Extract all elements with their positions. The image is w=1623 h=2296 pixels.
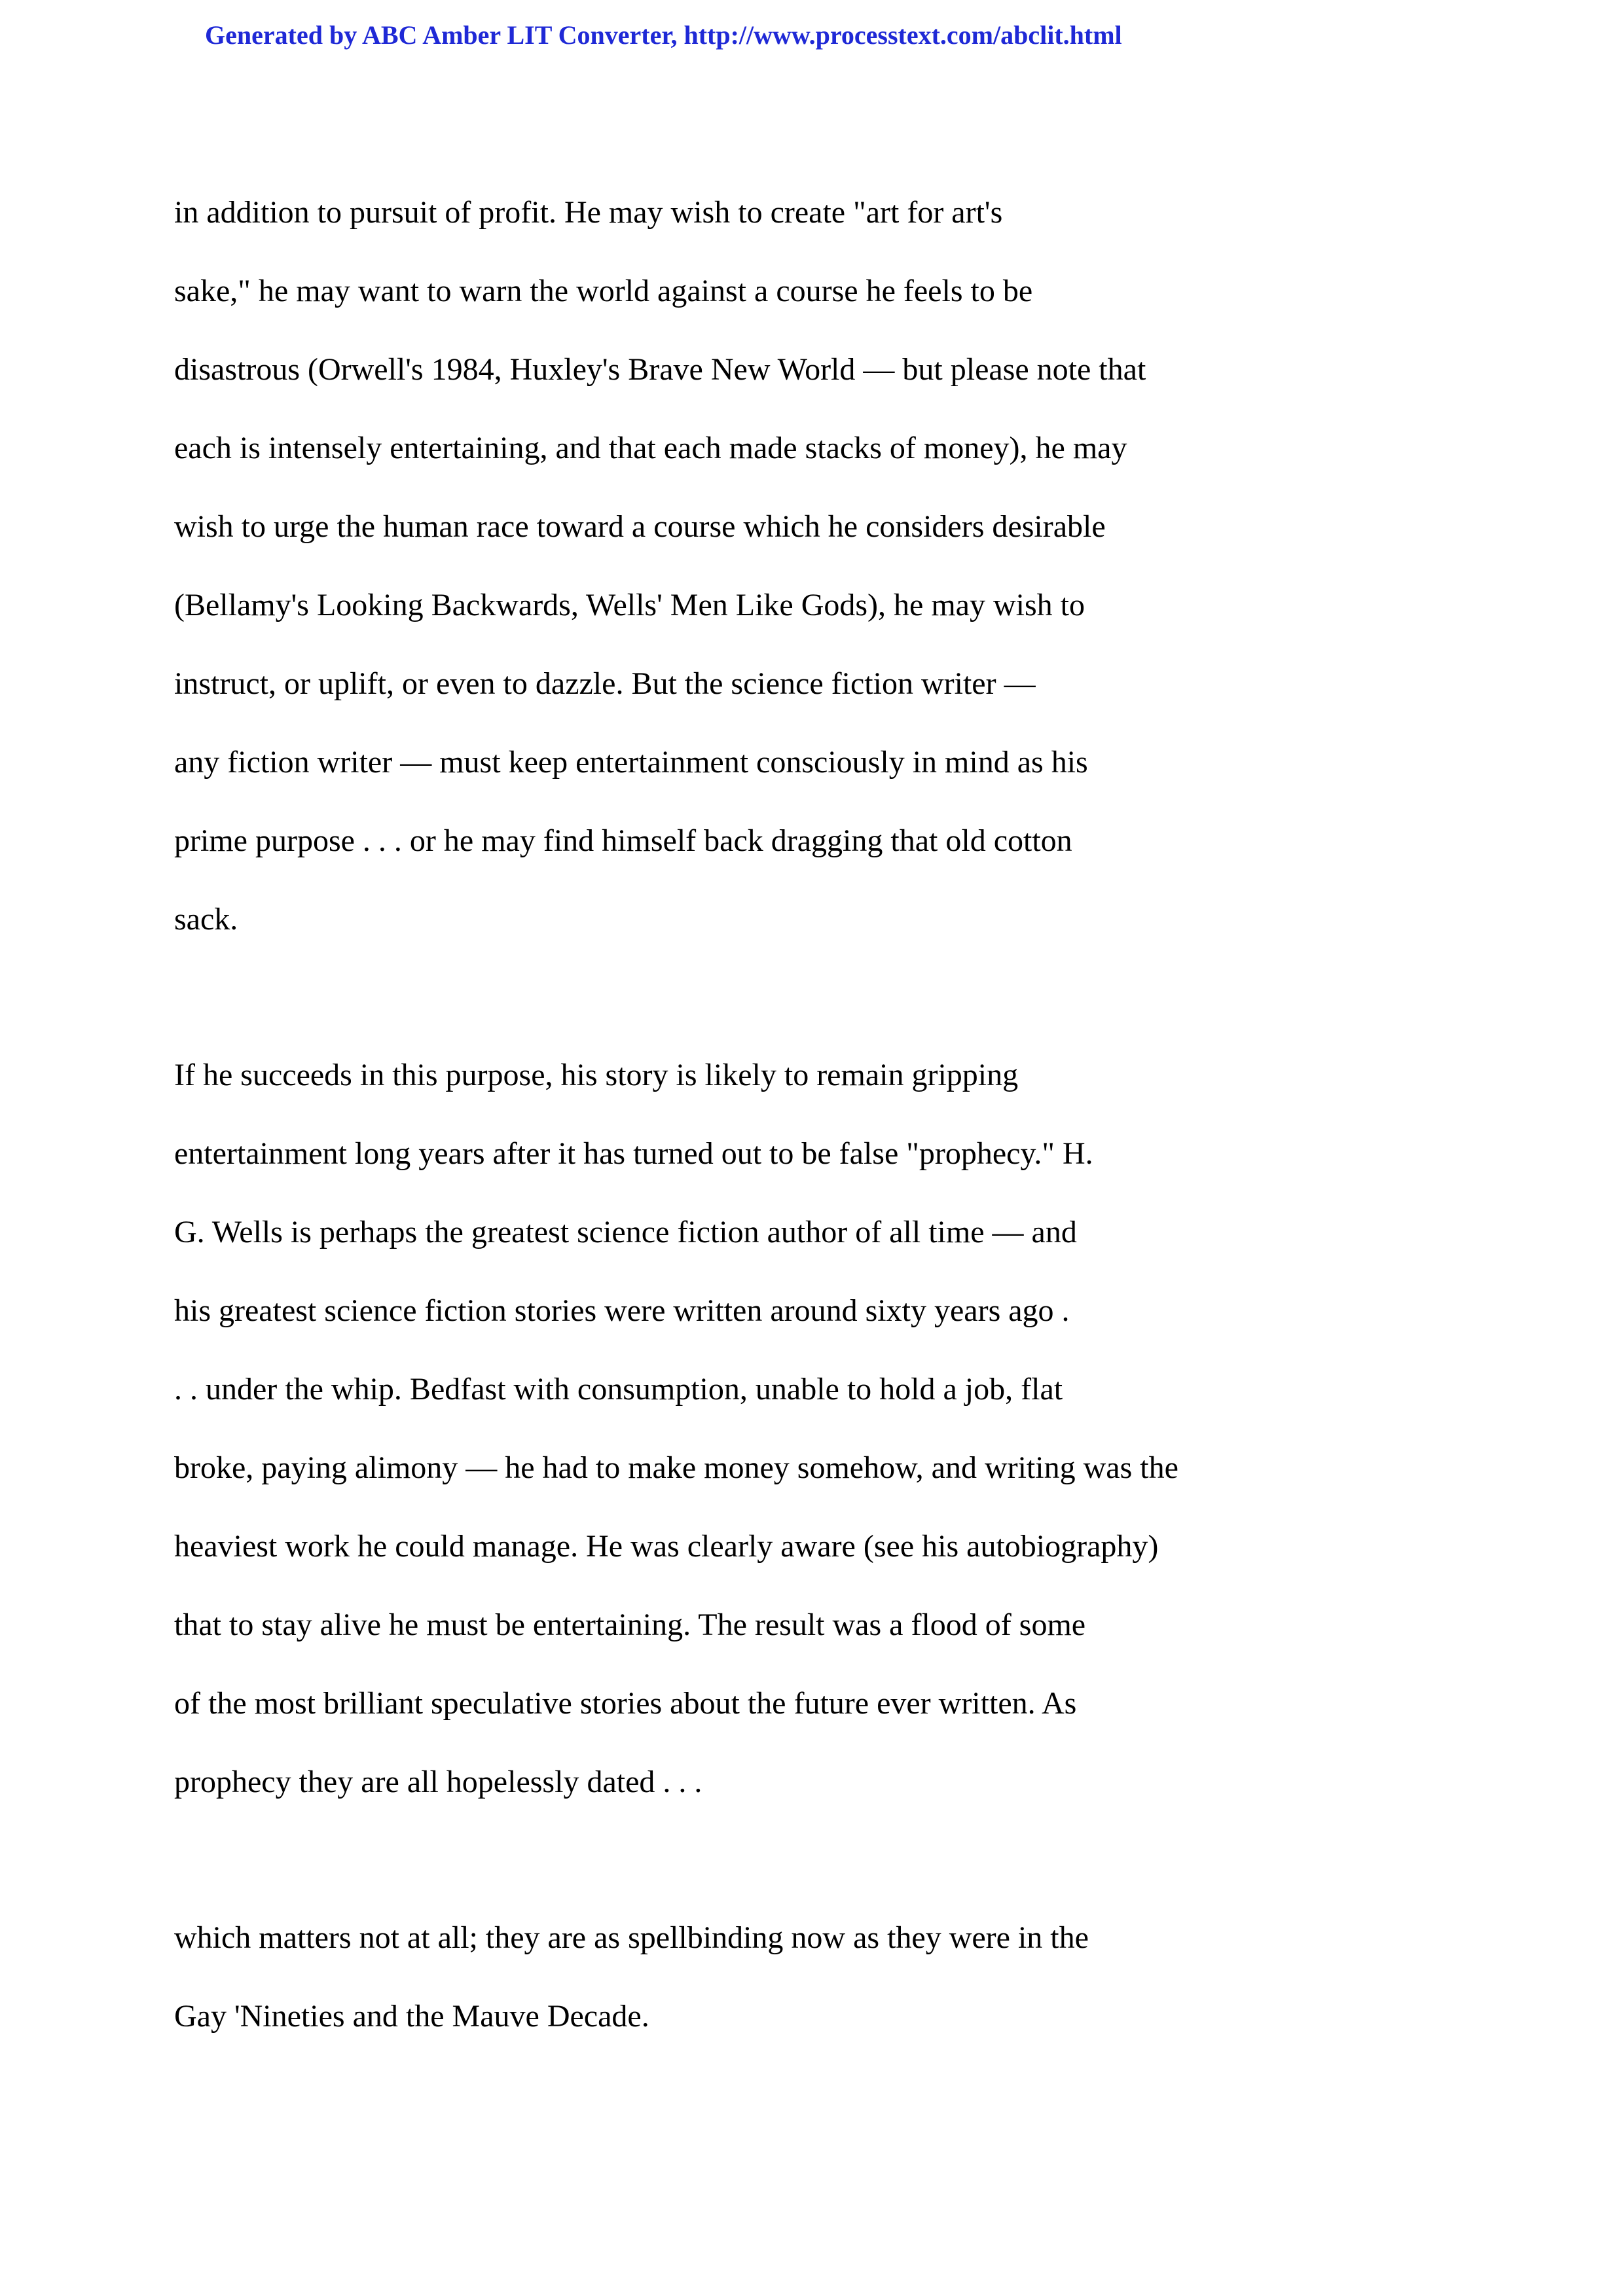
text-line: wish to urge the human race toward a course which he considers desirable bbox=[174, 509, 1106, 544]
text-line: that to stay alive he must be entertaining. The result was a flood of some bbox=[174, 1607, 1086, 1642]
text-line: instruct, or uplift, or even to dazzle. But the science fiction writer — bbox=[174, 666, 1036, 701]
text-line: . . under the whip. Bedfast with consumption, unable to hold a job, flat bbox=[174, 1372, 1063, 1407]
text-line: prime purpose . . . or he may find himself back dragging that old cotton bbox=[174, 823, 1072, 858]
text-line: sake," he may want to warn the world against a course he feels to be bbox=[174, 274, 1033, 308]
text-line: entertainment long years after it has turned out to be false "prophecy." H. bbox=[174, 1136, 1093, 1171]
text-line: each is intensely entertaining, and that each made stacks of money), he may bbox=[174, 431, 1127, 465]
text-line: G. Wells is perhaps the greatest science fiction author of all time — and bbox=[174, 1215, 1077, 1249]
text-line: heaviest work he could manage. He was clearly aware (see his autobiography) bbox=[174, 1529, 1159, 1564]
text-line: (Bellamy's Looking Backwards, Wells' Men Like Gods), he may wish to bbox=[174, 588, 1085, 622]
text-line: Gay 'Nineties and the Mauve Decade. bbox=[174, 1999, 649, 2034]
text-line: broke, paying alimony — he had to make money somehow, and writing was the bbox=[174, 1450, 1178, 1485]
text-line: which matters not at all; they are as spellbinding now as they were in the bbox=[174, 1920, 1089, 1955]
text-line: prophecy they are all hopelessly dated . . . bbox=[174, 1765, 702, 1799]
text-line: If he succeeds in this purpose, his story is likely to remain gripping bbox=[174, 1058, 1019, 1092]
text-line: of the most brilliant speculative stories about the future ever written. As bbox=[174, 1686, 1077, 1721]
converter-header: Generated by ABC Amber LIT Converter, http://www.processtext.com/abclit.html bbox=[205, 20, 1122, 50]
text-line: any fiction writer — must keep entertainment consciously in mind as his bbox=[174, 745, 1088, 780]
text-line: in addition to pursuit of profit. He may wish to create "art for art's bbox=[174, 195, 1003, 230]
text-line: his greatest science fiction stories were written around sixty years ago . bbox=[174, 1293, 1070, 1328]
text-line: sack. bbox=[174, 902, 238, 937]
text-line: disastrous (Orwell's 1984, Huxley's Brave New World — but please note that bbox=[174, 352, 1146, 387]
